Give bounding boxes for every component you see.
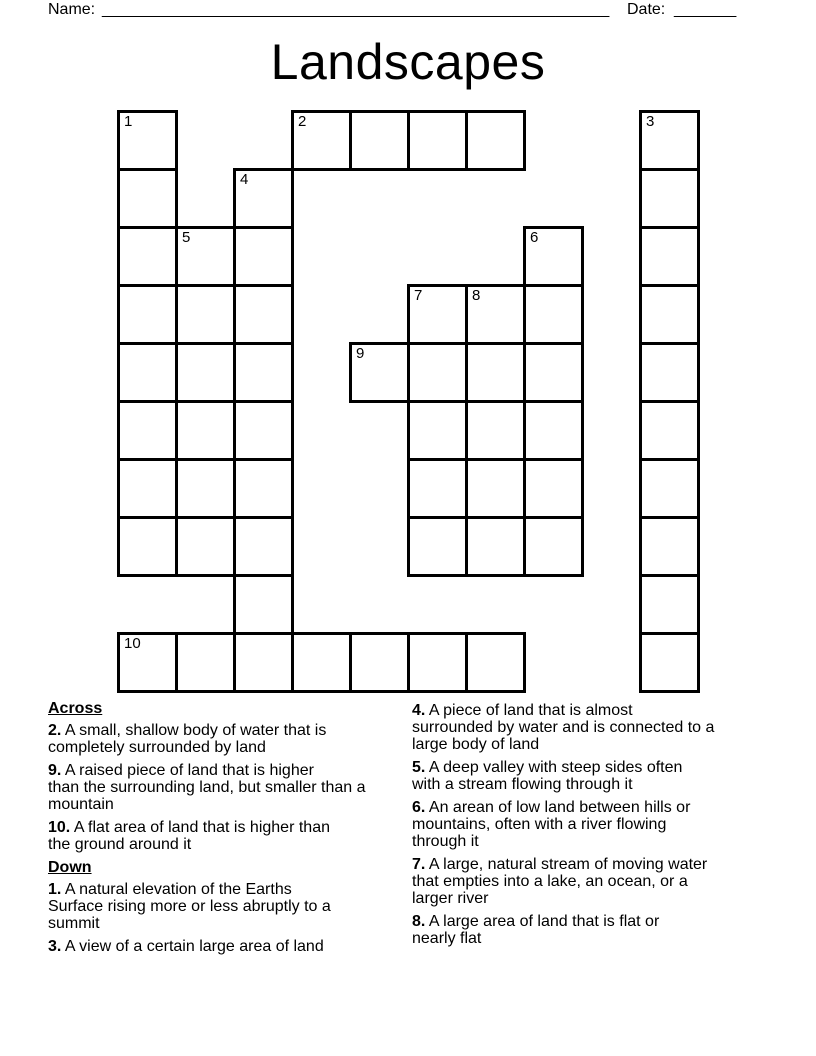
clue-line: 9. A raised piece of land that is higher	[48, 762, 314, 779]
down-clues-first-part	[48, 881, 418, 955]
grid-cell[interactable]	[465, 516, 526, 577]
crossword-grid	[117, 110, 700, 693]
grid-cell[interactable]	[639, 458, 700, 519]
cell-number: 8	[472, 287, 481, 304]
clue-line: 3. A view of a certain large area of land	[48, 938, 324, 955]
grid-cell[interactable]	[117, 342, 178, 403]
clue-7	[412, 856, 812, 907]
grid-cell[interactable]	[639, 516, 700, 577]
grid-cell[interactable]	[639, 574, 700, 635]
grid-cell[interactable]	[117, 400, 178, 461]
clue-line: 8. A large area of land that is flat or	[412, 913, 660, 930]
grid-cell[interactable]	[465, 342, 526, 403]
cell-number: 1	[124, 113, 133, 130]
clue-3	[48, 938, 418, 955]
clue-line: mountain	[48, 796, 114, 813]
clue-line: the ground around it	[48, 836, 192, 853]
grid-cell[interactable]	[175, 400, 236, 461]
grid-cell[interactable]	[117, 458, 178, 519]
grid-cell[interactable]	[523, 342, 584, 403]
grid-cell[interactable]	[639, 342, 700, 403]
grid-cell-5[interactable]	[175, 226, 236, 287]
grid-cell-9[interactable]	[349, 342, 410, 403]
cell-number: 4	[240, 171, 249, 188]
grid-cell[interactable]	[349, 110, 410, 171]
clue-line: summit	[48, 915, 100, 932]
grid-cell-8[interactable]	[465, 284, 526, 345]
grid-cell[interactable]	[639, 632, 700, 693]
grid-cell[interactable]	[407, 342, 468, 403]
cell-number: 2	[298, 113, 307, 130]
grid-cell[interactable]	[407, 458, 468, 519]
across-clues	[48, 722, 418, 853]
grid-cell[interactable]	[175, 342, 236, 403]
grid-cell[interactable]	[407, 516, 468, 577]
grid-cell[interactable]	[639, 400, 700, 461]
date-blank-line[interactable]: _______	[674, 1, 737, 18]
grid-cell[interactable]	[407, 110, 468, 171]
grid-cell[interactable]	[117, 284, 178, 345]
grid-cell[interactable]	[175, 632, 236, 693]
grid-cell-2[interactable]	[291, 110, 352, 171]
grid-cell[interactable]	[117, 168, 178, 229]
grid-cell[interactable]	[291, 632, 352, 693]
grid-cell[interactable]	[523, 284, 584, 345]
grid-cell[interactable]	[349, 632, 410, 693]
clue-line: mountains, often with a river flowing	[412, 816, 667, 833]
grid-cell-7[interactable]	[407, 284, 468, 345]
clue-line: 7. A large, natural stream of moving water	[412, 856, 708, 873]
clue-line: completely surrounded by land	[48, 739, 266, 756]
clue-line: surrounded by water and is connected to a	[412, 719, 715, 736]
grid-cell[interactable]	[233, 400, 294, 461]
clue-line: 5. A deep valley with steep sides often	[412, 759, 683, 776]
grid-cell[interactable]	[117, 226, 178, 287]
name-label: Name:	[48, 1, 96, 18]
down-heading: Down	[48, 859, 92, 876]
grid-cell[interactable]	[233, 284, 294, 345]
grid-cell-4[interactable]	[233, 168, 294, 229]
grid-cell[interactable]	[407, 632, 468, 693]
cell-number: 10	[124, 635, 141, 652]
grid-cell[interactable]	[233, 516, 294, 577]
grid-cell[interactable]	[233, 342, 294, 403]
clue-line: 10. A flat area of land that is higher than	[48, 819, 330, 836]
clue-line: 6. An arean of low land between hills or	[412, 799, 691, 816]
grid-cell[interactable]	[233, 458, 294, 519]
grid-cell[interactable]	[465, 458, 526, 519]
clue-5	[412, 759, 812, 793]
clue-line: 2. A small, shallow body of water that is	[48, 722, 327, 739]
cell-number: 5	[182, 229, 191, 246]
grid-cell-6[interactable]	[523, 226, 584, 287]
name-blank-line[interactable]: _________________________________________________________	[102, 1, 610, 18]
grid-cell[interactable]	[465, 400, 526, 461]
grid-cell[interactable]	[639, 226, 700, 287]
clues-left-column	[48, 700, 418, 961]
clue-line: that empties into a lake, an ocean, or a	[412, 873, 688, 890]
across-heading: Across	[48, 700, 103, 717]
grid-cell[interactable]	[465, 110, 526, 171]
grid-cell[interactable]	[523, 516, 584, 577]
grid-cell-1[interactable]	[117, 110, 178, 171]
clues-right-column	[412, 700, 812, 953]
grid-cell[interactable]	[233, 226, 294, 287]
clue-2	[48, 722, 418, 756]
grid-cell[interactable]	[117, 516, 178, 577]
cell-number: 7	[414, 287, 423, 304]
grid-cell[interactable]	[407, 400, 468, 461]
clue-4	[412, 702, 812, 753]
clue-line: nearly flat	[412, 930, 482, 947]
clue-line: with a stream flowing through it	[412, 776, 633, 793]
clue-line: through it	[412, 833, 479, 850]
down-clues-second-part	[412, 702, 812, 947]
clue-line: Surface rising more or less abruptly to a	[48, 898, 331, 915]
grid-cell[interactable]	[233, 574, 294, 635]
cell-number: 3	[646, 113, 655, 130]
grid-cell[interactable]	[639, 284, 700, 345]
grid-cell[interactable]	[175, 516, 236, 577]
grid-cell[interactable]	[639, 168, 700, 229]
grid-cell[interactable]	[465, 632, 526, 693]
grid-cell[interactable]	[175, 284, 236, 345]
grid-cell[interactable]	[523, 400, 584, 461]
clue-line: large body of land	[412, 736, 540, 753]
clue-line: 4. A piece of land that is almost	[412, 702, 633, 719]
grid-cell-10[interactable]	[117, 632, 178, 693]
grid-cell-3[interactable]	[639, 110, 700, 171]
cell-number: 6	[530, 229, 539, 246]
page-title: Landscapes	[270, 34, 546, 90]
cell-number: 9	[356, 345, 365, 362]
clue-1	[48, 881, 418, 932]
grid-cell[interactable]	[233, 632, 294, 693]
clue-10	[48, 819, 418, 853]
clue-8	[412, 913, 812, 947]
clue-line: 1. A natural elevation of the Earths	[48, 881, 292, 898]
clue-9	[48, 762, 418, 813]
grid-cell[interactable]	[523, 458, 584, 519]
clue-line: larger river	[412, 890, 489, 907]
grid-cell[interactable]	[175, 458, 236, 519]
date-label: Date:	[627, 1, 666, 18]
clue-line: than the surrounding land, but smaller than a	[48, 779, 366, 796]
clue-6	[412, 799, 812, 850]
